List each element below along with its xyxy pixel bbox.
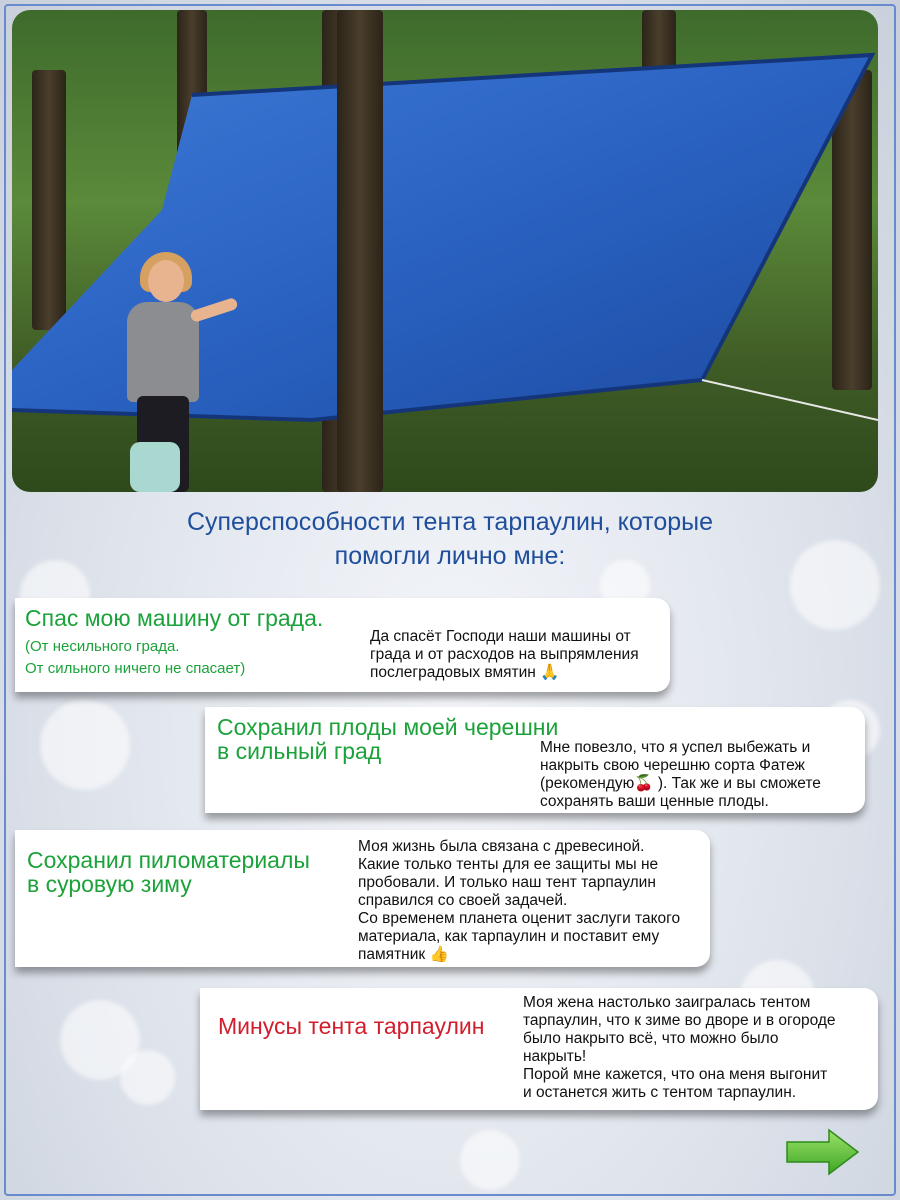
section-heading bbox=[0, 505, 900, 573]
card-title-line-2: в сильный град bbox=[217, 738, 382, 764]
card-subtitle-line-2: От сильного ничего не спасает) bbox=[25, 660, 246, 677]
feature-card-lumber bbox=[15, 830, 710, 967]
card-title: Спас мою машину от града. bbox=[25, 605, 324, 631]
card-text bbox=[358, 838, 680, 964]
card-text-line: (рекомендую🍒 ). Так же и вы сможете bbox=[540, 775, 821, 792]
card-text-line: Какие только тенты для ее защиты мы не bbox=[358, 856, 659, 873]
person-body bbox=[127, 302, 199, 402]
feature-card-hail-car bbox=[15, 598, 670, 692]
hero-photo bbox=[12, 10, 878, 492]
card-text-line: памятник 👍 bbox=[358, 946, 449, 963]
person-bag bbox=[130, 442, 180, 492]
card-text-line: накрыть свою черешню сорта Фатеж bbox=[540, 757, 805, 774]
card-text-line: Моя жена настолько заигралась тентом bbox=[523, 994, 811, 1011]
card-text bbox=[523, 994, 836, 1102]
card-text bbox=[540, 739, 821, 811]
heading-line-2: помогли лично мне: bbox=[334, 542, 566, 570]
card-text-line: пробовали. И только наш тент тарпаулин bbox=[358, 874, 656, 891]
card-text-line: накрыть! bbox=[523, 1048, 587, 1065]
feature-card-cons bbox=[200, 988, 878, 1110]
card-title-cons: Минусы тента тарпаулин bbox=[218, 1013, 485, 1039]
tree-trunk-front bbox=[337, 10, 383, 492]
card-text-line: материала, как тарпаулин и поставит ему bbox=[358, 928, 660, 945]
card-text-line: Со временем планета оценит заслуги такого bbox=[358, 910, 681, 927]
card-text-line: Мне повезло, что я успел выбежать и bbox=[540, 739, 811, 756]
card-text-line: было накрыто всё, что можно было bbox=[523, 1030, 779, 1047]
card-text-line: сохранять ваши ценные плоды. bbox=[540, 793, 769, 810]
card-text-line: Порой мне кажется, что она меня выгонит bbox=[523, 1066, 828, 1083]
card-text-line: тарпаулин, что к зиме во дворе и в огороде bbox=[523, 1012, 836, 1029]
card-text-line: послеградовых вмятин 🙏 bbox=[370, 664, 560, 681]
card-text-line: Моя жизнь была связана с древесиной. bbox=[358, 838, 645, 855]
card-title-line-1: Сохранил пиломатериалы bbox=[27, 847, 310, 873]
person-head bbox=[148, 260, 184, 302]
bokeh-light bbox=[120, 1050, 175, 1105]
card-text-line: града и от расходов на выпрямления bbox=[370, 646, 639, 663]
card-title-line-1: Сохранил плоды моей черешни bbox=[217, 714, 559, 740]
card-text-line: и останется жить с тентом тарпаулин. bbox=[523, 1084, 797, 1101]
bokeh-light bbox=[460, 1130, 520, 1190]
card-title-line-2: в суровую зиму bbox=[27, 871, 192, 897]
heading-line-1: Суперспособности тента тарпаулин, которые bbox=[186, 508, 714, 536]
bokeh-light bbox=[40, 700, 130, 790]
card-text-line: справился со своей задачей. bbox=[358, 892, 568, 909]
card-text-line: Да спасёт Господи наши машины от bbox=[370, 628, 631, 645]
card-subtitle-line-1: (От несильного града. bbox=[25, 638, 180, 655]
next-arrow-icon[interactable] bbox=[785, 1128, 860, 1176]
feature-card-cherry bbox=[205, 707, 865, 813]
card-text bbox=[370, 628, 639, 682]
